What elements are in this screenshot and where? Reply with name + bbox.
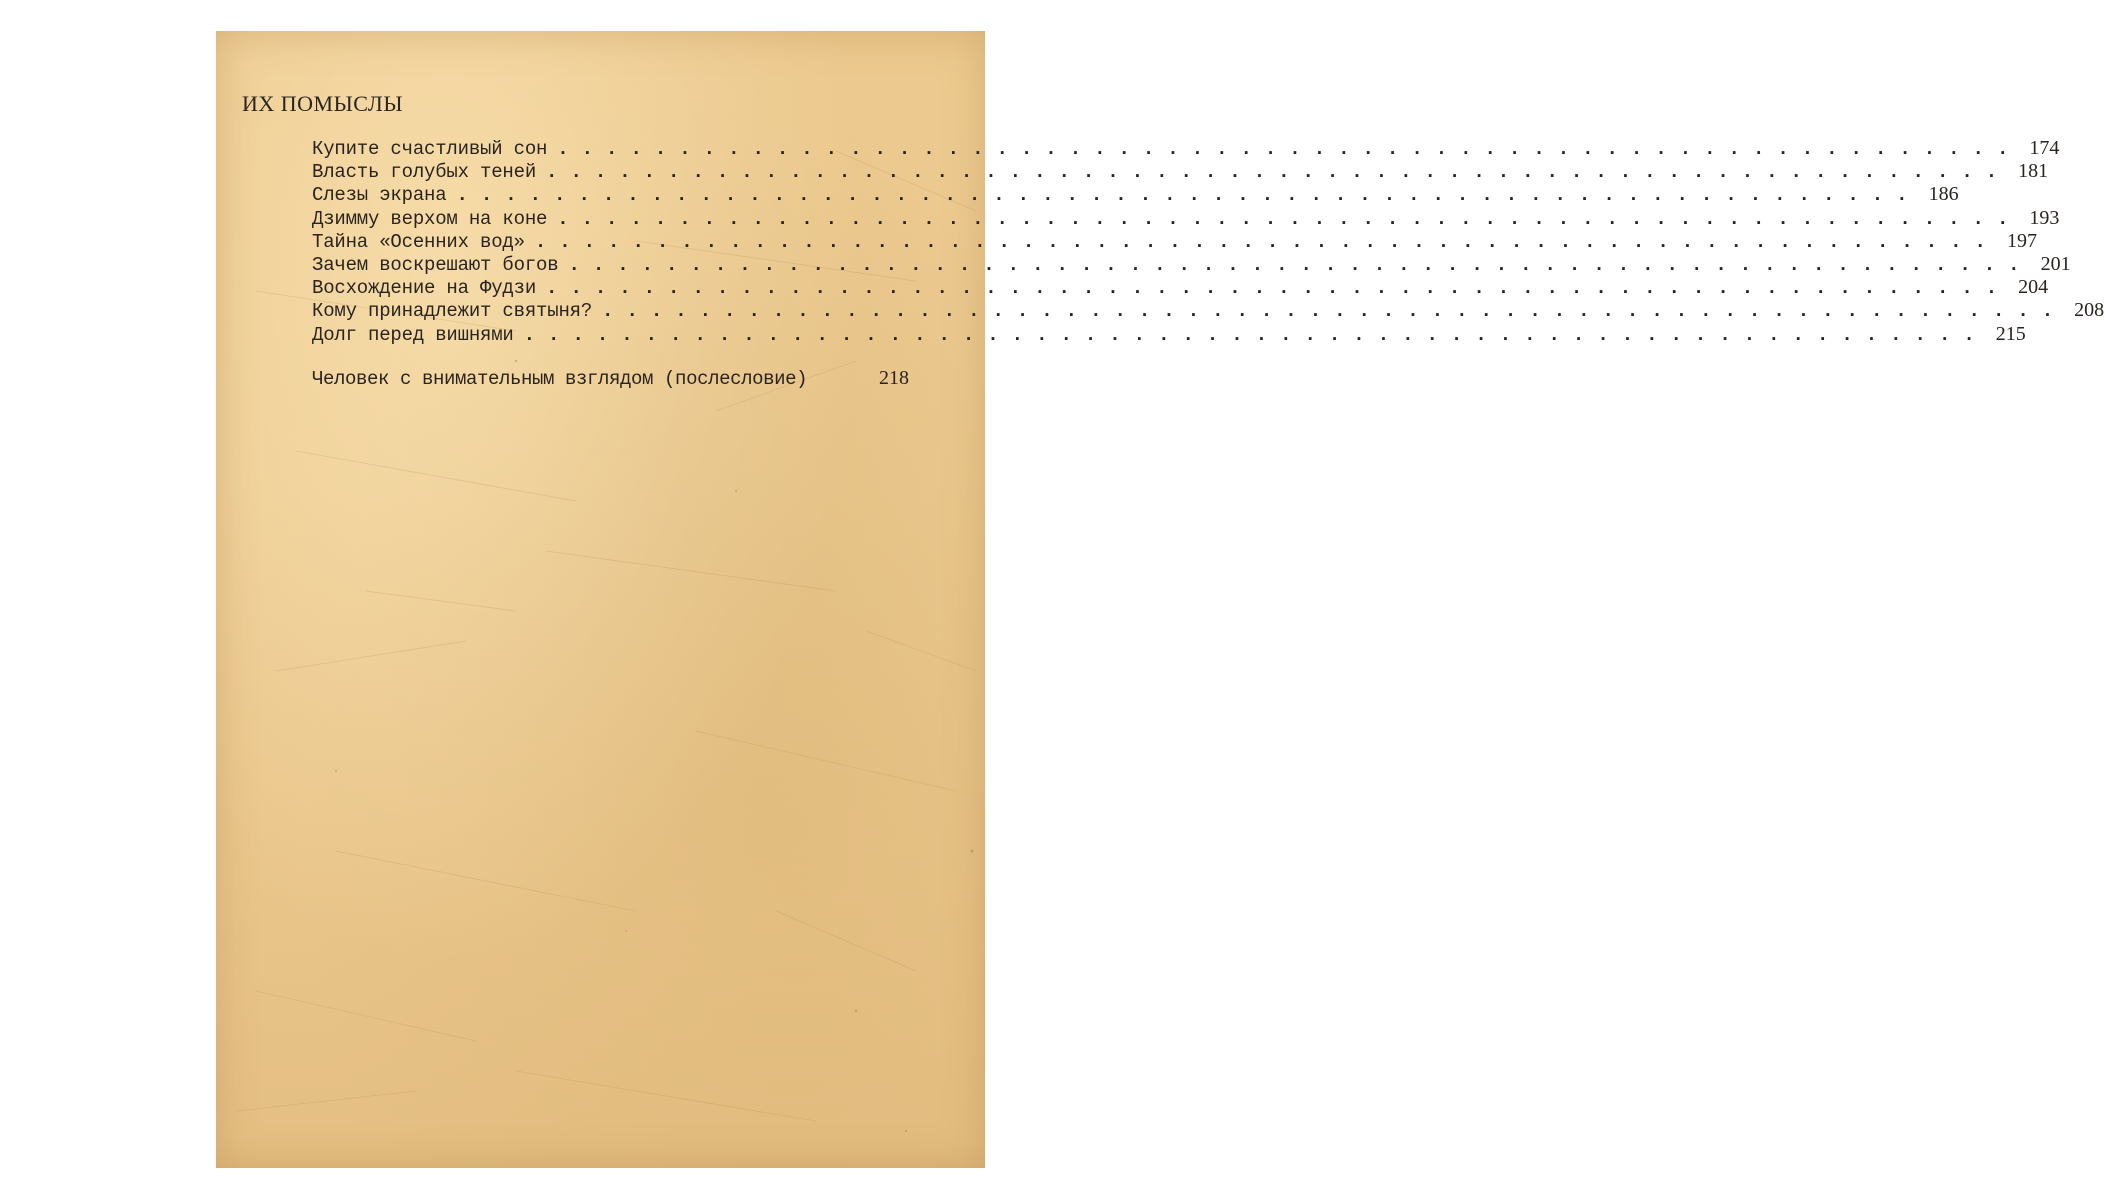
toc-row	[312, 252, 2071, 276]
toc-row	[312, 183, 1959, 207]
toc-leader-dots: ............................................................	[557, 138, 2022, 160]
toc-leader-dots: ............................................................	[557, 207, 2022, 230]
toc-row	[312, 276, 2049, 300]
toc-row	[312, 322, 2026, 346]
toc-entry-title: Дзимму верхом на коне	[312, 207, 548, 230]
toc-row	[312, 229, 2037, 253]
toc-entry-page: 193	[2029, 206, 2060, 229]
toc-entry-page: 218	[879, 366, 909, 389]
toc-entry-page: 208	[2074, 299, 2104, 322]
toc-leader-dots: ............................................................	[602, 300, 2067, 323]
toc-entry-title: Власть голубых теней	[312, 161, 537, 184]
toc-row	[312, 160, 2049, 184]
toc-entry-title: Тайна «Осенних вод»	[312, 230, 525, 253]
toc-leader-dots: ............................................................	[523, 323, 1988, 346]
table-of-contents	[312, 137, 2104, 390]
toc-leader-dots: ............................................................	[546, 161, 2011, 184]
toc-leader-dots: ............................................................	[568, 253, 2033, 276]
toc-entry-page: 174	[2029, 137, 2060, 159]
toc-entry-title: Кому принадлежит святыня?	[312, 300, 593, 323]
toc-entries	[312, 137, 2104, 346]
toc-entry-page: 197	[2006, 229, 2037, 252]
toc-entry-page: 215	[1995, 322, 2026, 345]
toc-entry-title: Слезы экрана	[312, 184, 447, 207]
toc-entry-title: Человек с внимательным взглядом (послесловие)	[312, 367, 808, 390]
toc-entry-title: Зачем воскрешают богов	[312, 253, 559, 276]
toc-entry-page: 186	[1928, 183, 1959, 206]
toc-leader-dots: ............................................................	[546, 277, 2011, 300]
toc-entry-page: 201	[2040, 252, 2071, 275]
toc-row	[312, 299, 2104, 323]
toc-row	[312, 206, 2060, 230]
toc-entry-title: Восхождение на Фудзи	[312, 277, 537, 300]
toc-entry-page: 204	[2018, 276, 2049, 299]
toc-leader-dots: ............................................................	[456, 184, 1921, 207]
book-page	[216, 31, 2104, 1168]
toc-entry-page: 181	[2018, 160, 2049, 183]
toc-row	[312, 137, 2060, 160]
toc-afterword-row	[312, 367, 909, 390]
section-title: ИХ ПОМЫСЛЫ	[242, 91, 404, 116]
toc-leader-dots: ............................................................	[534, 230, 1999, 253]
toc-entry-title: Долг перед вишнями	[312, 323, 514, 346]
toc-entry-title: Купите счастливый сон	[312, 138, 548, 160]
